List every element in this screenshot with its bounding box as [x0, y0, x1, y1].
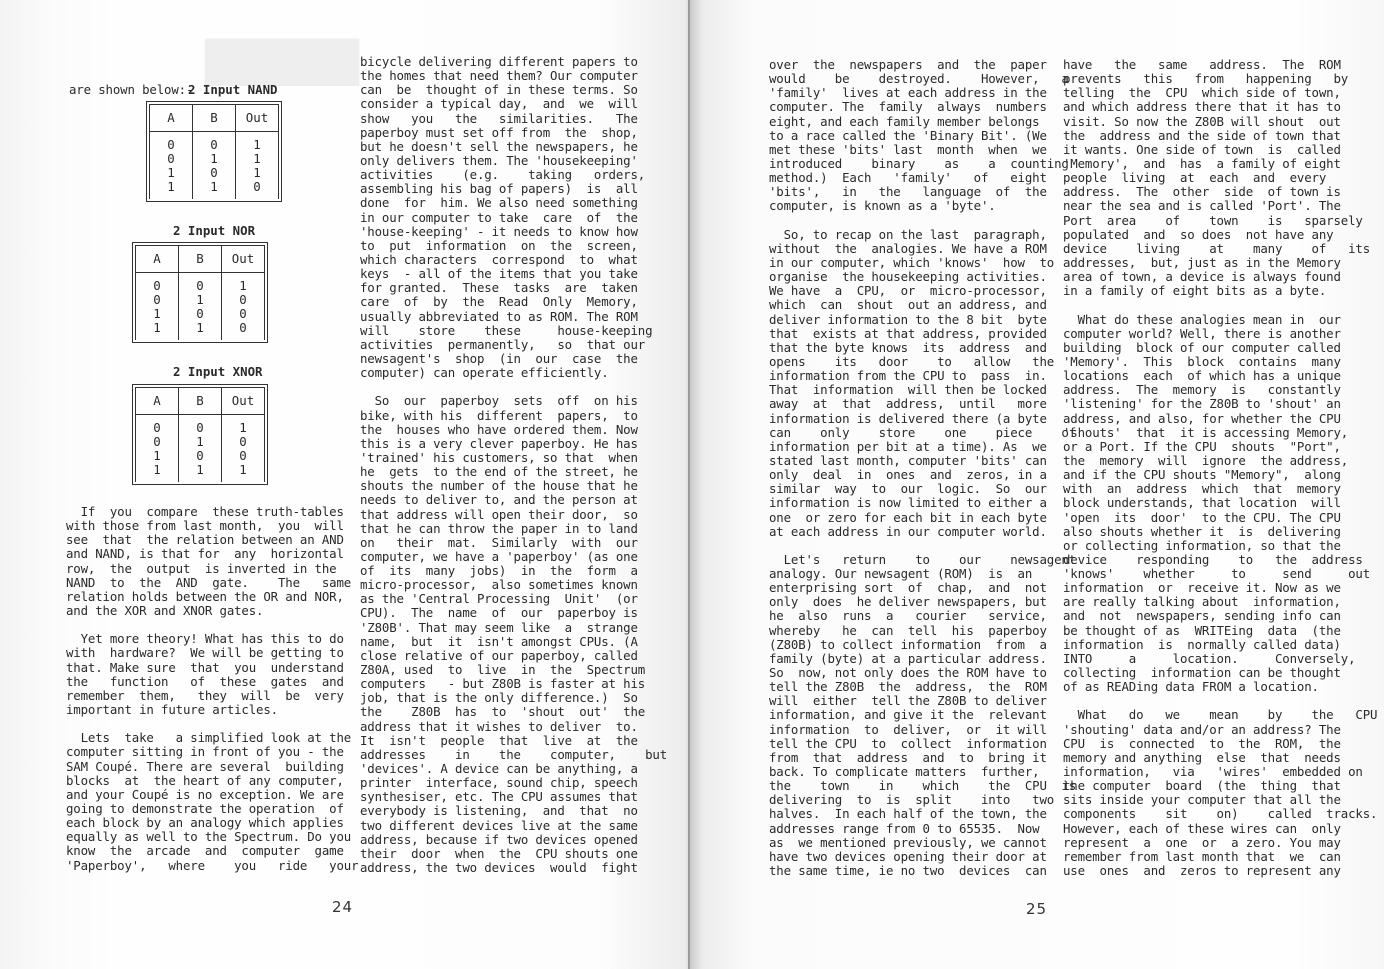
text-line: each block by an analogy which applies [66, 815, 344, 831]
text-line: Lets take a simplified look at the [66, 730, 352, 746]
text-line: which can shout out an address, and [769, 297, 1047, 313]
table-header: B [179, 388, 222, 415]
text-line: information to deliver, or it will [769, 721, 1047, 737]
text-line: populated and so does not have any [1063, 226, 1334, 242]
text-line: tell the CPU to collect information [769, 735, 1047, 751]
text-line: opens its door to allow the [769, 353, 1055, 369]
text-line: device responding to the address [1063, 551, 1363, 567]
text-line: computer, is known as a 'byte'. [769, 198, 996, 214]
table-cell: 1 [193, 152, 236, 166]
page-number: 25 [1026, 900, 1048, 918]
table-cell: 1 [179, 435, 222, 449]
truth-table-xnor [132, 384, 268, 485]
text-line: the houses who have ordered them. Now [360, 421, 638, 437]
truth-table-nor [132, 242, 268, 343]
text-line: stated last month, computer 'bits' can [769, 452, 1047, 468]
table-cell: 0 [222, 293, 265, 307]
truth-table-title: 2 Input XNOR [173, 364, 263, 379]
page-24 [0, 0, 690, 969]
text-line: remember from last month that we can [1063, 848, 1341, 864]
text-line: he also runs a courier service, [769, 608, 1047, 624]
show-through-heading: █████ [205, 40, 359, 86]
text-line: information, and give it the relevant [769, 707, 1047, 723]
text-line: bike, with his different papers, to [360, 407, 638, 423]
table-cell: 0 [222, 307, 265, 321]
text-line: address, the two devices would fight [360, 860, 638, 876]
text-line: 'Z80B'. That may seem like a strange [360, 619, 638, 635]
text-line: he gets to the end of the street, he [360, 464, 638, 480]
table-cell: 0 [193, 166, 236, 180]
text-line: see that the relation between an AND [66, 532, 344, 548]
text-line: information or receive it. Now as we [1063, 580, 1341, 596]
text-line: tell the Z80B the address, the ROM [769, 679, 1047, 695]
table-header: A [136, 246, 179, 273]
table-cell: 0 [179, 307, 222, 321]
text-line: that. Make sure that you understand [66, 659, 344, 675]
text-line: two different devices live at the same [360, 817, 638, 833]
text-line: are really talking about information, [1063, 594, 1341, 610]
text-line: it wants. One side of town is called [1063, 141, 1341, 157]
text-line: for granted. These tasks are taken [360, 280, 638, 296]
text-line: computer. The family always numbers [769, 99, 1047, 115]
text-line: CPU). The name of our paperboy is [360, 605, 638, 621]
truth-table-title: 2 Input NAND [188, 82, 278, 97]
table-cell: 0 [179, 273, 222, 294]
table-cell: 1 [179, 293, 222, 307]
text-line: activities permanently, so that our [360, 336, 646, 352]
text-line: done for him. We also need something [360, 195, 638, 211]
text-line: without the analogies. We have a ROM [769, 240, 1047, 256]
text-line: So our paperboy sets off on his [360, 393, 638, 409]
table-cell: 0 [136, 415, 179, 436]
text-line: needs to deliver to, and the person at [360, 492, 638, 508]
text-line: block understands, that location will [1063, 495, 1341, 511]
text-line: building block of our computer called [1063, 339, 1341, 355]
table-cell: 1 [136, 307, 179, 321]
text-line: 'Memory', and has a family of eight [1063, 155, 1341, 171]
text-line: 'bits', in the language of the [769, 184, 1047, 200]
right-col1-body [769, 58, 1076, 878]
text-line: and if the CPU shouts "Memory", along [1063, 467, 1341, 483]
text-line: as we mentioned previously, we cannot [769, 834, 1047, 850]
text-line: and not newspapers, sending info can [1063, 608, 1341, 624]
text-line: that the byte knows its address and [769, 339, 1047, 355]
text-line: to a race called the 'Binary Bit'. (We [769, 127, 1047, 143]
text-line: in our computer, which 'knows' how to [769, 254, 1055, 270]
text-line: of its many jobs) in the form a [360, 563, 638, 579]
text-line: addresses in the computer, but [360, 746, 668, 762]
text-line: represent a one or a zero. You may [1063, 834, 1341, 850]
text-line: micro-processor, also sometimes known [360, 577, 638, 593]
text-line: similar way to our logic. So our [769, 481, 1047, 497]
text-line: telling the CPU which side of town, [1063, 85, 1341, 101]
text-line: important in future articles. [66, 701, 278, 717]
table-cell: 1 [222, 273, 265, 294]
text-line: What do these analogies mean in our [1063, 311, 1341, 327]
table-cell: 0 [136, 435, 179, 449]
text-line: eight, and each family member belongs [769, 113, 1040, 129]
text-line: of as READing data FROM a location. [1063, 679, 1319, 695]
text-line: computer, we have a 'paperboy' (as one [360, 548, 638, 564]
text-line: 'listening' for the Z80B to 'shout' an [1063, 396, 1341, 412]
text-line: show you the similarities. The [360, 110, 638, 126]
text-line: the town in which the CPU is [769, 778, 1077, 794]
text-line: or collecting information, so that the [1063, 537, 1341, 553]
text-line: 'house-keeping' - it needs to know how [360, 223, 638, 239]
text-line: So now, not only does the ROM have to [769, 665, 1047, 681]
text-line: CPU is connected to the ROM, the [1063, 735, 1341, 751]
text-line: near the sea and is called 'Port'. The [1063, 198, 1341, 214]
text-line: know the arcade and computer game [66, 843, 344, 859]
table-cell: 1 [222, 463, 265, 481]
text-line: consider a typical day, and we will [360, 96, 638, 112]
text-line: or a Port. If the CPU shouts "Port", [1063, 438, 1341, 454]
text-line: Yet more theory! What has this to do [66, 631, 344, 647]
text-line: So, to recap on the last paragraph, [769, 226, 1047, 242]
text-line: the memory will ignore the address, [1063, 452, 1349, 468]
text-line: organise the housekeeping activities. [769, 269, 1047, 285]
table-cell: 0 [150, 132, 193, 153]
text-line: on their mat. Similarly with our [360, 534, 638, 550]
text-line: be thought of as WRITEing data (the [1063, 622, 1341, 638]
text-line: prevents this from happening by [1063, 71, 1349, 87]
paragraph-gap [66, 717, 358, 731]
text-line: 'shouts' that it is accessing Memory, [1063, 424, 1349, 440]
text-line: visit. So now the Z80B will shout out [1063, 113, 1341, 129]
paragraph-gap [1063, 694, 1377, 708]
table-cell: 0 [179, 449, 222, 463]
text-line: at each address in our computer world. [769, 523, 1047, 539]
text-line: information is normally called data) [1063, 636, 1341, 652]
paragraph-gap [1063, 298, 1377, 312]
text-line: keys - all of the items that you take [360, 266, 638, 282]
paragraph-gap [66, 618, 358, 632]
text-line: 'trained' his customers, so that when [360, 449, 638, 465]
table-cell: 1 [236, 166, 279, 180]
text-line: computer world? Well, there is another [1063, 325, 1341, 341]
text-line: information, via 'wires' embedded on [1063, 764, 1363, 780]
text-line: everybody is listening, and that no [360, 803, 638, 819]
text-line: and the XOR and XNOR gates. [66, 602, 264, 618]
table-header: B [179, 246, 222, 273]
text-line: components sit on) called tracks. [1063, 806, 1378, 822]
text-line: information per bit at a time). As we [769, 438, 1047, 454]
text-line: bicycle delivering different papers to [360, 54, 638, 69]
text-line: care of by the Read Only Memory, [360, 294, 638, 310]
text-line: (Z80B) to collect information from a [769, 636, 1047, 652]
table-header: Out [222, 388, 265, 415]
text-line: the function of these gates and [66, 673, 344, 689]
text-line: job, that is the only difference.) So [360, 690, 638, 706]
text-line: name, but it isn't amongst CPUs. (A [360, 633, 638, 649]
text-line: NAND to the AND gate. The same [66, 574, 352, 590]
text-line: sits inside your computer that all the [1063, 792, 1341, 808]
text-line: the address and the side of town that [1063, 127, 1341, 143]
table-cell: 1 [179, 463, 222, 481]
text-line: analogy. Our newsagent (ROM) is an [769, 566, 1033, 582]
table-cell: 1 [150, 166, 193, 180]
text-line: going to demonstrate the operation of [66, 800, 344, 816]
text-line: only delivers them. The 'housekeeping' [360, 152, 638, 168]
table-header: A [136, 388, 179, 415]
text-line: However, each of these wires can only [1063, 820, 1341, 836]
text-line: address that it wishes to deliver to. [360, 718, 638, 734]
table-cell: 0 [236, 180, 279, 198]
text-line: printer interface, sound chip, speech [360, 775, 638, 791]
text-line: and which address there that it has to [1063, 99, 1341, 115]
text-line: Port area of town is sparsely [1063, 212, 1363, 228]
paragraph-gap [769, 214, 1076, 228]
text-line: relation holds between the OR and NOR, [66, 588, 344, 604]
text-line: We have a CPU, or micro-processor, [769, 283, 1047, 299]
text-line: blocks at the heart of any computer, [66, 772, 344, 788]
page-25 [690, 0, 1384, 969]
text-line: also shouts whether it is delivering [1063, 523, 1341, 539]
table-cell: 0 [222, 435, 265, 449]
text-line: shouts the number of the house that he [360, 478, 638, 494]
paragraph-gap [360, 380, 667, 394]
text-line: device living at many of its [1063, 240, 1371, 256]
text-line: memory and anything else that needs [1063, 749, 1341, 765]
text-line: 'family' lives at each address in the [769, 85, 1047, 101]
text-line: 'devices'. A device can be anything, a [360, 761, 638, 777]
text-line: delivering to is split into two [769, 792, 1055, 808]
text-line: equally as well to the Spectrum. Do you [66, 829, 352, 845]
text-line: only does he deliver newspapers, but [769, 594, 1047, 610]
text-line: whereby he can tell his paperboy [769, 622, 1047, 638]
table-cell: 0 [136, 293, 179, 307]
table-cell: 1 [136, 321, 179, 339]
text-line: INTO a location. Conversely, [1063, 650, 1356, 666]
left-col1-body [66, 505, 358, 873]
text-line: 'knows' whether to send out [1063, 566, 1371, 582]
text-line: information is now limited to either a [769, 495, 1047, 511]
text-line: will store these house-keeping [360, 322, 653, 338]
text-line: to put information on the screen, [360, 237, 638, 253]
text-line: are shown below:- [69, 82, 194, 98]
text-line: their door when the CPU shouts one [360, 845, 638, 861]
table-cell: 0 [179, 415, 222, 436]
text-line: only deal in ones and zeros, in a [769, 467, 1047, 483]
text-line: one or zero for each bit in each byte [769, 509, 1047, 525]
text-line: enterprising sort of chap, and not [769, 580, 1047, 596]
text-line: addresses range from 0 to 65535. Now [769, 820, 1040, 836]
table-cell: 1 [136, 449, 179, 463]
text-line: method.) Each 'family' of eight [769, 170, 1047, 186]
table-cell: 1 [236, 152, 279, 166]
text-line: locations each of which has a unique [1063, 368, 1341, 384]
text-line: back. To complicate matters further, [769, 764, 1040, 780]
text-line: over the newspapers and the paper [769, 57, 1047, 72]
table-cell: 1 [150, 180, 193, 198]
text-line: If you compare these truth-tables [66, 504, 344, 519]
table-cell: 0 [193, 132, 236, 153]
text-line: Let's return to our newsagent [769, 551, 1077, 567]
text-line: will either tell the Z80B to deliver [769, 693, 1047, 709]
table-header: B [193, 105, 236, 132]
table-cell: 1 [179, 321, 222, 339]
text-line: that exists at that address, provided [769, 325, 1047, 341]
text-line: have the same address. The ROM [1063, 57, 1341, 72]
text-line: family (byte) at a particular address. [769, 650, 1047, 666]
text-line: deliver information to the 8 bit byte [769, 311, 1047, 327]
text-line: information from the CPU to pass in. [769, 368, 1047, 384]
text-line: What do we mean by the CPU [1063, 707, 1378, 723]
text-line: computer) can operate efficiently. [360, 365, 609, 381]
text-line: area of town, a device is always found [1063, 269, 1341, 285]
text-line: paperboy must set off from the shop, [360, 124, 638, 140]
text-line: with hardware? We will be getting to [66, 645, 344, 661]
table-cell: 1 [136, 463, 179, 481]
left-col2-body [360, 55, 667, 875]
text-line: computer sitting in front of you - the [66, 744, 344, 760]
right-col2-body [1063, 58, 1377, 878]
table-cell: 0 [136, 273, 179, 294]
text-line: can only store one piece of [769, 424, 1077, 440]
text-line: this is a very clever paperboy. He has [360, 435, 638, 451]
text-line: in our computer to take care of the [360, 209, 638, 225]
text-line: away at that address, until more [769, 396, 1047, 412]
text-line: Z80A, used to live in the Spectrum [360, 662, 646, 678]
truth-table-nand [146, 101, 282, 202]
text-line: address. The memory is constantly [1063, 382, 1341, 398]
text-line: can be thought of in these terms. So [360, 82, 638, 98]
table-cell: 0 [222, 321, 265, 339]
paragraph-gap [769, 539, 1076, 553]
table-cell: 0 [222, 449, 265, 463]
page-number: 24 [332, 898, 354, 916]
text-line: the computer board (the thing that [1063, 778, 1341, 794]
text-line: 'shouting' data and/or an address? The [1063, 721, 1341, 737]
text-line: but he doesn't sell the newspapers, he [360, 138, 638, 154]
table-header: A [150, 105, 193, 132]
text-line: address. The other side of town is [1063, 184, 1341, 200]
table-cell: 1 [222, 415, 265, 436]
text-line: SAM Coupé. There are several building [66, 758, 344, 774]
text-line: that he can throw the paper in to land [360, 520, 638, 536]
text-line: and NAND, is that for any horizontal [66, 546, 344, 562]
text-line: 'Paperboy', where you ride your [66, 857, 359, 873]
text-line: that address will open their door, so [360, 506, 638, 522]
text-line: remember them, they will be very [66, 687, 344, 703]
text-line: the homes that need them? Our computer [360, 68, 638, 84]
text-line: halves. In each half of the town, the [769, 806, 1047, 822]
text-line: address, because if two devices opened [360, 831, 638, 847]
truth-table-title: 2 Input NOR [173, 223, 256, 238]
text-line: which characters correspond to what [360, 251, 638, 267]
text-line: have two devices opening their door at [769, 848, 1047, 864]
table-cell: 1 [236, 132, 279, 153]
text-line: computers - but Z80B is faster at his [360, 676, 646, 692]
text-line: from that address and to bring it [769, 749, 1047, 765]
table-cell: 1 [193, 180, 236, 198]
text-line: row, the output is inverted in the [66, 560, 337, 576]
text-line: activities (e.g. taking orders, [360, 167, 646, 183]
text-line: usually abbreviated to as ROM. The ROM [360, 308, 638, 324]
text-line: address, and also, for whether the CPU [1063, 410, 1341, 426]
text-line: newsagent's shop (in our case the [360, 350, 638, 366]
text-line: would be destroyed. However, a [769, 71, 1069, 87]
text-line: with an address which that memory [1063, 481, 1341, 497]
table-header: Out [236, 105, 279, 132]
text-line: use ones and zeros to represent any [1063, 863, 1341, 879]
text-line: 'Memory'. This block contains many [1063, 353, 1341, 369]
text-line: collecting information can be thought [1063, 665, 1341, 681]
table-header: Out [222, 246, 265, 273]
text-line: the Z80B has to 'shout out' the [360, 704, 646, 720]
text-line: met these 'bits' last month when we [769, 141, 1047, 157]
text-line: the same time, ie no two devices can [769, 863, 1047, 879]
table-cell: 0 [150, 152, 193, 166]
text-line: information is delivered there (a byte [769, 410, 1047, 426]
text-line: assembling his bag of papers) is all [360, 181, 638, 197]
text-line: with those from last month, you will [66, 518, 344, 534]
text-line: introduced binary as a counting [769, 155, 1069, 171]
text-line: That information will then be locked [769, 382, 1047, 398]
text-line: in a family of eight bits as a byte. [1063, 283, 1327, 299]
text-line: people living at each and every [1063, 170, 1327, 186]
text-line: and your Coupé is no exception. We are [66, 786, 344, 802]
text-line: It isn't people that live at the [360, 732, 638, 748]
text-line: close relative of our paperboy, called [360, 647, 638, 663]
text-line: addresses, but, just as in the Memory [1063, 254, 1341, 270]
text-line: as the 'Central Processing Unit' (or [360, 591, 638, 607]
text-line: 'open its door' to the CPU. The CPU [1063, 509, 1341, 525]
text-line: synthesiser, etc. The CPU assumes that [360, 789, 638, 805]
